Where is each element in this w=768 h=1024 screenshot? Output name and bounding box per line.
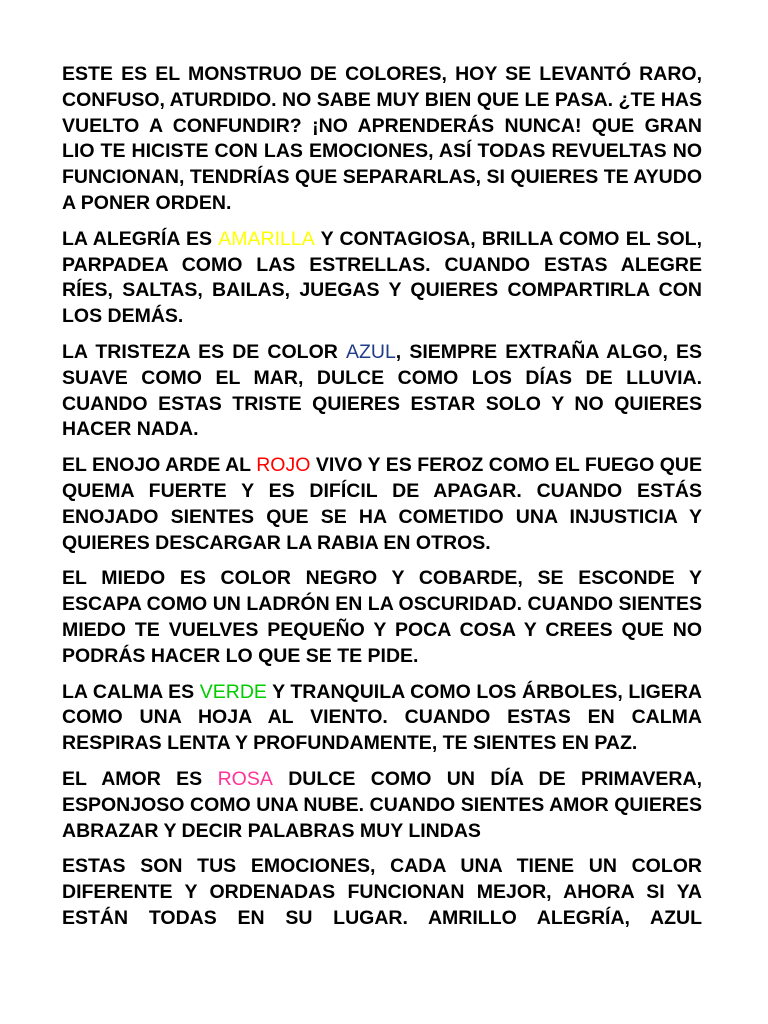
color-word-amarilla: AMARILLA [218,227,315,250]
alegria-text-after: Y CONTAGIOSA, BRILLA COMO EL SOL, PARPADEA COMO LAS ESTRELLAS. CUANDO ESTAS ALEGRE RÍES, SALTAS, BAILAS, JUEGAS Y QUIERES COMPARTIRLA CON LOS DEMÁS. [62,227,702,328]
paragraph-miedo: EL MIEDO ES COLOR NEGRO Y COBARDE, SE ESCONDE Y ESCAPA COMO UN LADRÓN EN LA OSCURIDAD. CUANDO SIENTES MIEDO TE VUELVES PEQUEÑO Y POCA COSA Y CREES QUE NO PODRÁS HACER LO QUE SE TE PIDE. [62,567,702,667]
enojo-text-after: VIVO Y ES FEROZ COMO EL FUEGO QUE QUEMA FUERTE Y ES DIFÍCIL DE APAGAR. CUANDO ESTÁS ENOJADO SIENTES QUE SE HA COMETIDO UNA INJUSTICIA Y QUIERES DESCARGAR LA RABIA EN OTROS. [62,454,703,554]
paragraph-tristeza [62,340,702,443]
tristeza-text-before: LA TRISTEZA ES DE COLOR [62,340,346,363]
amor-text-before: EL AMOR ES [62,767,218,790]
paragraph-conclusion: ESTAS SON TUS EMOCIONES, CADA UNA TIENE UN COLOR DIFERENTE Y ORDENADAS FUNCIONAN MEJOR, AHORA SI YA ESTÁN TODAS EN SU LUGAR. AMRILLO ALEGRÍA, AZUL [62,855,702,929]
paragraph-amor [62,767,702,844]
paragraph-intro: ESTE ES EL MONSTRUO DE COLORES, HOY SE LEVANTÓ RARO, CONFUSO, ATURDIDO. NO SABE MUY BIEN QUE LE PASA. ¿TE HAS VUELTO A CONFUNDIR? ¡NO APRENDERÁS NUNCA! QUE GRAN LIO TE HICISTE CON LAS EMOCIONES, ASÍ TODAS REVUELTAS NO FUNCIONAN, TENDRÍAS QUE SEPARARLAS, SI QUIERES TE AYUDO A PONER ORDEN. [62,63,702,214]
paragraph-alegria [62,227,702,330]
paragraph-calma [62,680,702,757]
color-word-rosa: ROSA [217,767,273,790]
color-word-verde: VERDE [199,680,267,703]
amor-text-after: DULCE COMO UN DÍA DE PRIMAVERA, ESPONJOSO COMO UNA NUBE. CUANDO SIENTES AMOR QUIERES ABRAZAR Y DECIR PALABRAS MUY LINDAS [62,767,702,842]
color-word-rojo: ROJO [256,454,311,477]
color-word-azul: AZUL [345,340,396,363]
calma-text-before: LA CALMA ES [62,680,200,703]
alegria-text-before: LA ALEGRÍA ES [62,227,219,250]
paragraph-enojo [62,453,702,556]
enojo-text-before: EL ENOJO ARDE AL [62,454,257,477]
document-body [62,62,702,942]
tristeza-text-after: , SIEMPRE EXTRAÑA ALGO, ES SUAVE COMO EL MAR, DULCE COMO LOS DÍAS DE LLUVIA. CUANDO ESTAS TRISTE QUIERES ESTAR SOLO Y NO QUIERES HACER NADA. [62,340,702,441]
calma-text-after: Y TRANQUILA COMO LOS ÁRBOLES, LIGERA COMO UNA HOJA AL VIENTO. CUANDO ESTAS EN CALMA RESPIRAS LENTA Y PROFUNDAMENTE, TE SIENTES EN PAZ. [62,680,703,755]
